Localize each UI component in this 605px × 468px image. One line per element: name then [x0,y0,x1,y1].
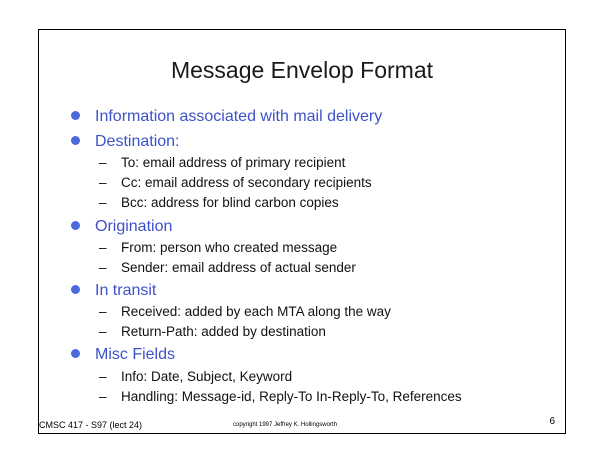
footer-copyright: copyright 1997 Jeffrey K. Hollingsworth [233,422,337,428]
sub-text: Info: Date, Subject, Keyword [121,369,293,384]
bullet-text: Origination [95,218,173,235]
dash-icon: – [99,195,107,210]
sub-text: Handling: Message-id, Reply-To In-Reply-To, References [121,389,462,404]
sub-item [99,155,346,170]
sub-item [99,389,462,404]
dash-icon: – [99,389,107,404]
dash-icon: – [99,175,107,190]
bullet-item [95,133,180,151]
slide-frame [38,29,566,434]
page-number: 6 [549,416,555,427]
sub-item [99,324,326,339]
sub-item [99,240,338,255]
dash-icon: – [99,324,107,339]
bullet-item [95,108,382,126]
dash-icon: – [99,304,107,319]
bullet-dot-icon [71,221,80,230]
sub-item [99,175,372,190]
bullet-dot-icon [71,111,80,120]
sub-text: Cc: email address of secondary recipients [121,175,372,190]
dash-icon: – [99,369,107,384]
bullet-dot-icon [71,136,80,145]
sub-text: Received: added by each MTA along the way [121,304,391,319]
bullet-item [95,218,172,236]
dash-icon: – [99,260,107,275]
sub-text: Sender: email address of actual sender [121,260,356,275]
sub-item [99,304,391,319]
bullet-dot-icon [71,349,80,358]
bullet-text: In transit [95,282,157,299]
bullet-text: Information associated with mail delivery [95,108,383,125]
dash-icon: – [99,155,107,170]
dash-icon: – [99,240,107,255]
bullet-text: Destination: [95,133,180,150]
bullet-item [95,282,156,300]
sub-text: To: email address of primary recipient [121,155,346,170]
sub-item [99,260,356,275]
sub-item [99,195,339,210]
footer-course-label: CMSC 417 - S97 (lect 24) [39,420,143,430]
sub-text: From: person who created message [121,240,338,255]
bullet-dot-icon [71,285,80,294]
slide-title: Message Envelop Format [170,57,434,83]
bullet-text: Misc Fields [95,346,176,363]
bullet-item [95,346,175,364]
sub-text: Return-Path: added by destination [121,324,326,339]
sub-text: Bcc: address for blind carbon copies [121,195,339,210]
sub-item [99,369,293,384]
